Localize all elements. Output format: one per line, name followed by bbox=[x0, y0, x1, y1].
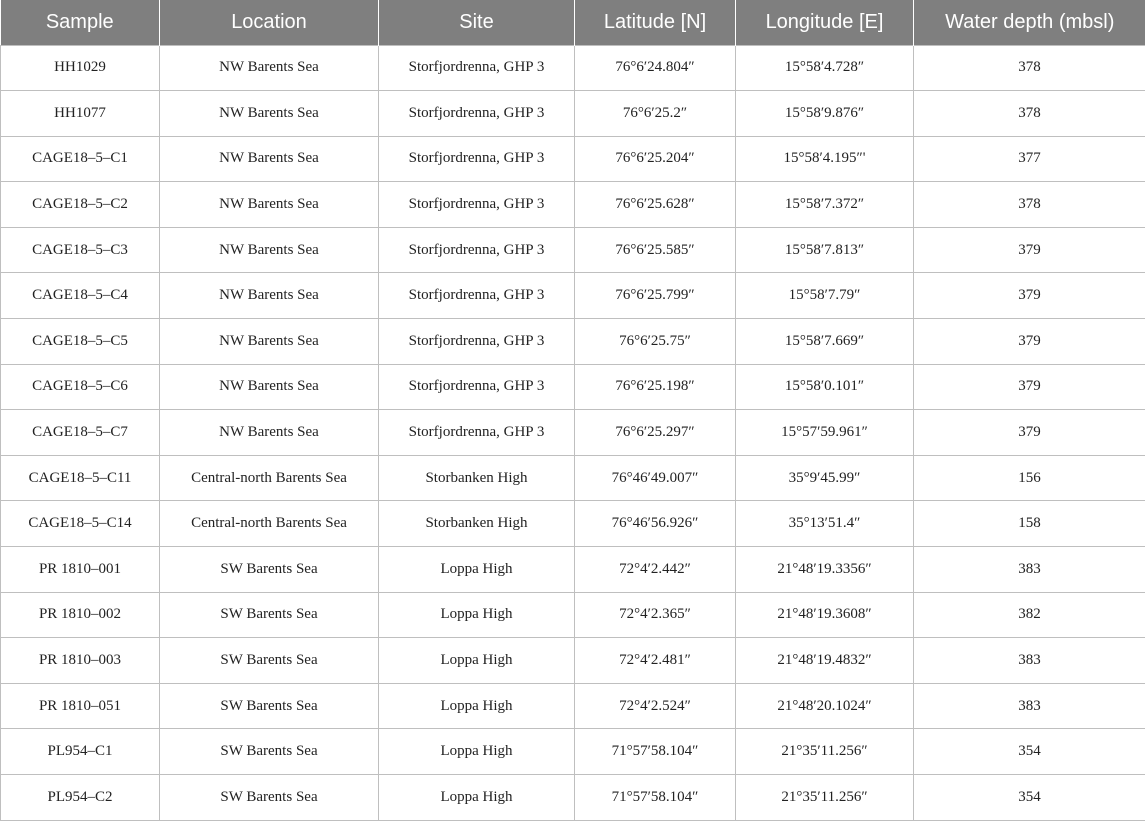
cell-water-depth: 379 bbox=[914, 410, 1145, 456]
cell-latitude: 72°4′2.524″ bbox=[575, 683, 736, 729]
cell-site: Storfjordrenna, GHP 3 bbox=[379, 45, 575, 91]
table-row bbox=[1, 547, 1145, 593]
cell-sample: CAGE18–5–C11 bbox=[1, 455, 160, 501]
cell-latitude: 76°6′25.2″ bbox=[575, 91, 736, 137]
cell-site: Storbanken High bbox=[379, 501, 575, 547]
column-header-site: Site bbox=[379, 0, 575, 45]
cell-location: SW Barents Sea bbox=[160, 547, 379, 593]
cell-longitude: 15°58′7.669″ bbox=[736, 319, 914, 365]
table-row bbox=[1, 182, 1145, 228]
cell-location: SW Barents Sea bbox=[160, 775, 379, 821]
cell-sample: PR 1810–051 bbox=[1, 683, 160, 729]
cell-water-depth: 354 bbox=[914, 729, 1145, 775]
cell-latitude: 76°46′49.007″ bbox=[575, 455, 736, 501]
table-row bbox=[1, 91, 1145, 137]
cell-sample: CAGE18–5–C2 bbox=[1, 182, 160, 228]
cell-sample: CAGE18–5–C5 bbox=[1, 319, 160, 365]
cell-water-depth: 383 bbox=[914, 547, 1145, 593]
table-row bbox=[1, 455, 1145, 501]
cell-site: Storfjordrenna, GHP 3 bbox=[379, 364, 575, 410]
column-header-longitude: Longitude [E] bbox=[736, 0, 914, 45]
cell-water-depth: 379 bbox=[914, 319, 1145, 365]
cell-location: SW Barents Sea bbox=[160, 592, 379, 638]
column-header-water-depth: Water depth (mbsl) bbox=[914, 0, 1145, 45]
cell-sample: CAGE18–5–C1 bbox=[1, 136, 160, 182]
cell-sample: CAGE18–5–C3 bbox=[1, 227, 160, 273]
cell-water-depth: 378 bbox=[914, 91, 1145, 137]
cell-site: Loppa High bbox=[379, 592, 575, 638]
table-row bbox=[1, 45, 1145, 91]
cell-site: Storfjordrenna, GHP 3 bbox=[379, 273, 575, 319]
cell-location: NW Barents Sea bbox=[160, 91, 379, 137]
cell-water-depth: 379 bbox=[914, 227, 1145, 273]
cell-latitude: 76°6′25.204″ bbox=[575, 136, 736, 182]
table-row bbox=[1, 136, 1145, 182]
cell-longitude: 21°35′11.256″ bbox=[736, 775, 914, 821]
cell-longitude: 21°48′19.3608″ bbox=[736, 592, 914, 638]
cell-site: Loppa High bbox=[379, 547, 575, 593]
cell-longitude: 15°58′7.372″ bbox=[736, 182, 914, 228]
cell-water-depth: 383 bbox=[914, 638, 1145, 684]
cell-water-depth: 354 bbox=[914, 775, 1145, 821]
cell-latitude: 72°4′2.481″ bbox=[575, 638, 736, 684]
cell-location: NW Barents Sea bbox=[160, 273, 379, 319]
cell-location: NW Barents Sea bbox=[160, 45, 379, 91]
table-row bbox=[1, 273, 1145, 319]
cell-sample: CAGE18–5–C6 bbox=[1, 364, 160, 410]
cell-latitude: 76°6′24.804″ bbox=[575, 45, 736, 91]
cell-latitude: 72°4′2.365″ bbox=[575, 592, 736, 638]
cell-water-depth: 378 bbox=[914, 45, 1145, 91]
cell-sample: CAGE18–5–C4 bbox=[1, 273, 160, 319]
cell-longitude: 15°58′7.813″ bbox=[736, 227, 914, 273]
cell-site: Storbanken High bbox=[379, 455, 575, 501]
cell-sample: PR 1810–001 bbox=[1, 547, 160, 593]
cell-sample: PR 1810–002 bbox=[1, 592, 160, 638]
table-row bbox=[1, 683, 1145, 729]
cell-site: Loppa High bbox=[379, 638, 575, 684]
cell-location: Central-north Barents Sea bbox=[160, 455, 379, 501]
cell-sample: PL954–C1 bbox=[1, 729, 160, 775]
cell-site: Storfjordrenna, GHP 3 bbox=[379, 136, 575, 182]
cell-latitude: 76°6′25.75″ bbox=[575, 319, 736, 365]
cell-water-depth: 383 bbox=[914, 683, 1145, 729]
cell-sample: HH1077 bbox=[1, 91, 160, 137]
cell-longitude: 15°58′4.195″' bbox=[736, 136, 914, 182]
cell-site: Loppa High bbox=[379, 683, 575, 729]
cell-water-depth: 379 bbox=[914, 273, 1145, 319]
cell-longitude: 21°48′19.3356″ bbox=[736, 547, 914, 593]
cell-site: Storfjordrenna, GHP 3 bbox=[379, 227, 575, 273]
cell-water-depth: 378 bbox=[914, 182, 1145, 228]
header-row bbox=[1, 0, 1145, 45]
cell-latitude: 76°46′56.926″ bbox=[575, 501, 736, 547]
cell-sample: PR 1810–003 bbox=[1, 638, 160, 684]
table-row bbox=[1, 501, 1145, 547]
cell-longitude: 15°57′59.961″ bbox=[736, 410, 914, 456]
column-header-location: Location bbox=[160, 0, 379, 45]
cell-longitude: 21°48′19.4832″ bbox=[736, 638, 914, 684]
table-row bbox=[1, 729, 1145, 775]
cell-latitude: 76°6′25.799″ bbox=[575, 273, 736, 319]
cell-water-depth: 382 bbox=[914, 592, 1145, 638]
cell-longitude: 35°13′51.4″ bbox=[736, 501, 914, 547]
cell-longitude: 15°58′9.876″ bbox=[736, 91, 914, 137]
table-row bbox=[1, 227, 1145, 273]
cell-location: NW Barents Sea bbox=[160, 136, 379, 182]
column-header-sample: Sample bbox=[1, 0, 160, 45]
cell-site: Storfjordrenna, GHP 3 bbox=[379, 410, 575, 456]
cell-longitude: 21°35′11.256″ bbox=[736, 729, 914, 775]
cell-location: NW Barents Sea bbox=[160, 319, 379, 365]
cell-sample: HH1029 bbox=[1, 45, 160, 91]
cell-location: NW Barents Sea bbox=[160, 182, 379, 228]
cell-latitude: 72°4′2.442″ bbox=[575, 547, 736, 593]
cell-site: Storfjordrenna, GHP 3 bbox=[379, 91, 575, 137]
column-header-latitude: Latitude [N] bbox=[575, 0, 736, 45]
cell-site: Loppa High bbox=[379, 729, 575, 775]
table-row bbox=[1, 319, 1145, 365]
cell-longitude: 15°58′0.101″ bbox=[736, 364, 914, 410]
cell-water-depth: 379 bbox=[914, 364, 1145, 410]
cell-location: NW Barents Sea bbox=[160, 227, 379, 273]
cell-location: Central-north Barents Sea bbox=[160, 501, 379, 547]
cell-location: NW Barents Sea bbox=[160, 410, 379, 456]
cell-water-depth: 377 bbox=[914, 136, 1145, 182]
cell-site: Storfjordrenna, GHP 3 bbox=[379, 319, 575, 365]
cell-site: Loppa High bbox=[379, 775, 575, 821]
cell-longitude: 21°48′20.1024″ bbox=[736, 683, 914, 729]
cell-longitude: 15°58′4.728″ bbox=[736, 45, 914, 91]
cell-latitude: 76°6′25.297″ bbox=[575, 410, 736, 456]
table-body bbox=[1, 45, 1145, 820]
cell-longitude: 35°9′45.99″ bbox=[736, 455, 914, 501]
table-header bbox=[1, 0, 1145, 45]
cell-site: Storfjordrenna, GHP 3 bbox=[379, 182, 575, 228]
cell-sample: CAGE18–5–C14 bbox=[1, 501, 160, 547]
cell-sample: CAGE18–5–C7 bbox=[1, 410, 160, 456]
cell-location: SW Barents Sea bbox=[160, 638, 379, 684]
cell-latitude: 76°6′25.198″ bbox=[575, 364, 736, 410]
table-row bbox=[1, 638, 1145, 684]
cell-latitude: 71°57′58.104″ bbox=[575, 729, 736, 775]
table-row bbox=[1, 364, 1145, 410]
cell-longitude: 15°58′7.79″ bbox=[736, 273, 914, 319]
cell-water-depth: 156 bbox=[914, 455, 1145, 501]
cell-location: SW Barents Sea bbox=[160, 683, 379, 729]
cell-location: SW Barents Sea bbox=[160, 729, 379, 775]
cell-latitude: 76°6′25.628″ bbox=[575, 182, 736, 228]
table-row bbox=[1, 592, 1145, 638]
cell-sample: PL954–C2 bbox=[1, 775, 160, 821]
cell-latitude: 71°57′58.104″ bbox=[575, 775, 736, 821]
table-row bbox=[1, 775, 1145, 821]
cell-location: NW Barents Sea bbox=[160, 364, 379, 410]
table-row bbox=[1, 410, 1145, 456]
cell-water-depth: 158 bbox=[914, 501, 1145, 547]
cell-latitude: 76°6′25.585″ bbox=[575, 227, 736, 273]
